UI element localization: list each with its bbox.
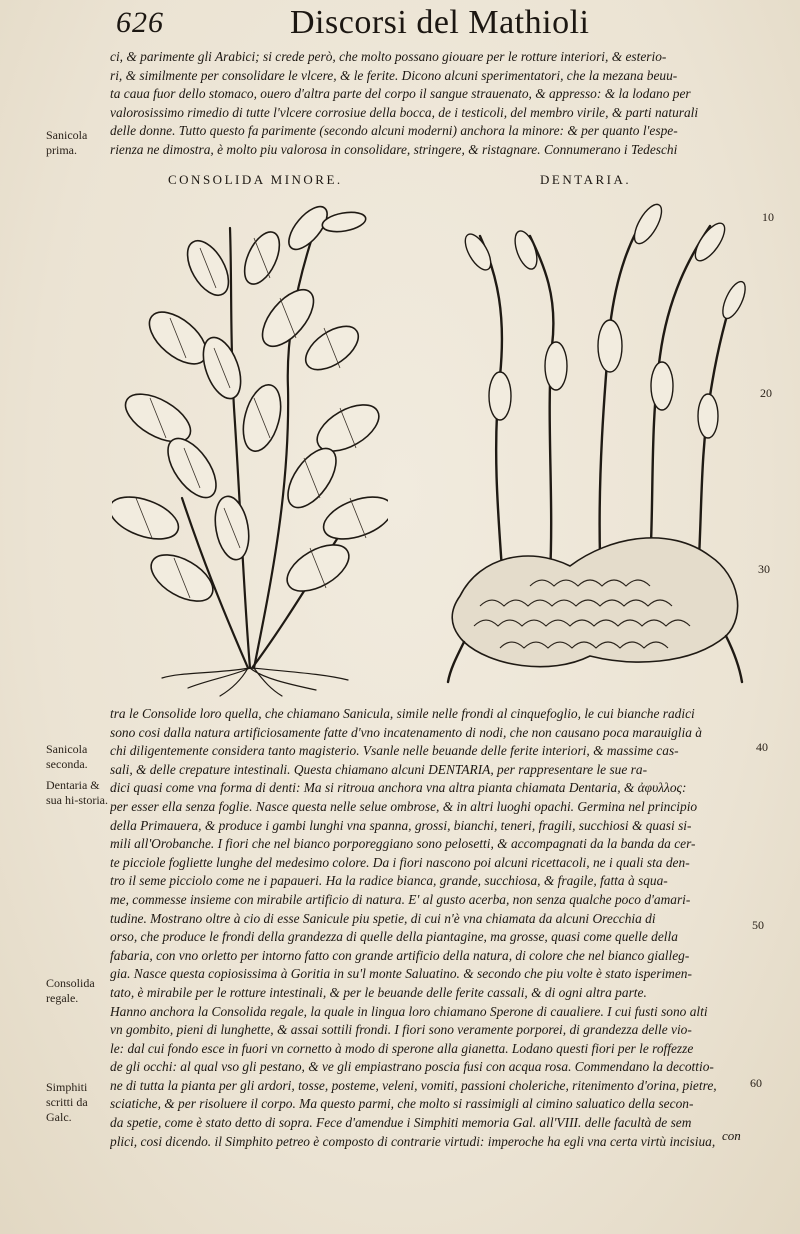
margin-note-sanicola-prima: Sanicola prima.	[46, 128, 88, 157]
text-line: sono cosi dalla natura artificiosamente fatte d'vno incatenamento di nodi, che non causano poca marauiglia à	[110, 724, 702, 740]
text-line: me, commesse insieme con mirabile artificio di natura. E' al gusto acerba, non senza qualche poco d'amari-	[110, 891, 691, 907]
text-line: valorosissimo rimedio di tutte l'vlcere corrosiue della bocca, de i testicoli, del membro virile, & parti naturali	[110, 104, 699, 120]
text-line: le: dal cui fondo esce in fuori vn cornetto à modo di sperone alla gianetta. Lodano questi fiori per le roffezze	[110, 1040, 694, 1056]
margin-note-simphiti: Simphiti scritti da Galc.	[46, 1080, 88, 1124]
text-line: ri, & similmente per consolidare le vlcere, & le ferite. Dicono alcuni sperimentatori, che la mezana beuu-	[110, 67, 678, 83]
top-paragraph	[110, 48, 758, 160]
text-line: Hanno anchora la Consolida regale, la quale in lingua loro chiamano Sperone di caualiere. I cui fusti sono alti	[110, 1003, 708, 1019]
text-line: dici quasi come vna forma di denti: Ma si ritroua anchora vna altra pianta chiamata Dentaria, & ἀφυλλος:	[110, 780, 687, 796]
running-title: Discorsi del Mathioli	[290, 4, 590, 41]
text-line: vn gombito, pieni di lunghette, & assai sottili frondi. I fiori sono veramente porporei, di grandezza delle vio-	[110, 1022, 692, 1038]
text-line: da spetie, come è stato detto di sopra. Fece d'amendue i Simphiti memoria Gal. all'VIII. delle facultà de sem	[110, 1115, 692, 1131]
text-line: tato, è mirabile per le rotture intestinali, & per le beuande delle ferite cassali, & di ogni altra parte.	[110, 984, 647, 1000]
page-header	[0, 6, 800, 50]
text-line: per esser ella senza foglie. Nasce questa nelle selue ombrose, & in altri luoghi opachi. Germina nel principio	[110, 798, 698, 814]
text-line: sali, & delle crepature intestinali. Questa chiamano alcuni DENTARIA, per rappresentare le sue ra-	[110, 761, 648, 777]
line-number: 20	[760, 386, 772, 400]
line-number: 10	[762, 210, 774, 224]
text-line: delle donne. Tutto questo fa parimente (secondo alcuni moderni) anchora la minore: & per quanto l'espe-	[110, 123, 678, 139]
line-number: 30	[758, 562, 770, 576]
margin-note-dentaria: Dentaria & sua hi-storia.	[46, 778, 108, 807]
text-line: rienza ne dimostra, è molto piu valorosa in consolidare, stringere, & ristagnare. Connumerano i Tedeschi	[110, 141, 678, 157]
text-line: plici, cosi dicendo. il Simphito petreo è composto di contrarie virtudi: imperoche ha egli vna certa virtù incisiua,	[110, 1133, 716, 1149]
text-line: mili all'Orobanche. I fiori che nel bianco porporeggiano sono pelosetti, & accompagnati da la banda da cer-	[110, 836, 696, 852]
text-line: sciatiche, & per risoluere il corpo. Ma questo parmi, che molto si rassimigli al cimino saluatico della secon-	[110, 1096, 694, 1112]
text-line: ci, & parimente gli Arabici; si crede però, che molto possano giouare per le rotture interiori, & esterio-	[110, 49, 667, 64]
text-line: chi diligentemente considera tanto magisterio. Vsanle nelle beuande delle ferite interiori, & massime cas-	[110, 743, 679, 759]
text-line: tro il seme picciolo come ne i papaueri. Ha la radice bianca, grande, succhiosa, & fragile, fatta à squa-	[110, 873, 668, 889]
line-number: 60	[750, 1076, 762, 1090]
text-line: ta caua fuor dello stomaco, ouero d'altra parte del corpo il sangue strauenato, & appresso: & la lodano per	[110, 86, 691, 102]
text-line: de gli occhi: al qual vso gli pestano, & ve gli empiastrano poscia fusi con acqua rosa. Commendano la decottio-	[110, 1059, 714, 1075]
text-line: ne di tutta la pianta per gli ardori, tosse, posteme, veleni, vomiti, passioni choleriche, ritenimento d'orina, pietre,	[110, 1077, 717, 1093]
text-line: tra le Consolide loro quella, che chiamano Sanicula, simile nelle frondi al cinquefoglio, le cui bianche radici	[110, 706, 695, 721]
text-line: orso, che produce le frondi della grandezza di quelle della piantagine, ma grosse, quasi come quelle della	[110, 929, 678, 945]
text-line: tudine. Mostrano oltre à cio di esse Sanicule piu spetie, di cui n'è vna chiamata da alcuni Orecchia di	[110, 910, 656, 926]
main-paragraph	[110, 705, 758, 1151]
text-line: della Primauera, & produce i gambi lunghi vna spanna, grossi, bianchi, teneri, fragili, succhiosi & quasi si-	[110, 817, 692, 833]
line-number: 40	[756, 740, 768, 754]
margin-note-sanicola-seconda: Sanicola seconda.	[46, 742, 88, 771]
consolida-minore-woodcut	[112, 198, 388, 698]
caption-dentaria: DENTARIA.	[540, 172, 632, 187]
caption-consolida-minore: CONSOLIDA MINORE.	[168, 172, 343, 187]
page-number: 626	[116, 6, 164, 39]
main-stem	[230, 228, 250, 668]
text-line: te picciole fogliette lunghe del medesimo colore. Da i fiori nascono poi alcuni ricettacoli, ne i quali sta den-	[110, 854, 690, 870]
line-number: 50	[752, 918, 764, 932]
margin-note-consolida-regale: Consolida regale.	[46, 976, 95, 1005]
dentaria-woodcut	[440, 196, 752, 686]
text-line: fabaria, con vno orletto per intorno fatto con grande artificio della natura, di colore che nel bianco gialleg-	[110, 947, 690, 963]
text-line: gia. Nasce questa copiosissima à Goritia in su'l monte Saluatino. & secondo che piu volte è stato isperimen-	[110, 966, 692, 982]
catchword: con	[722, 1128, 741, 1143]
